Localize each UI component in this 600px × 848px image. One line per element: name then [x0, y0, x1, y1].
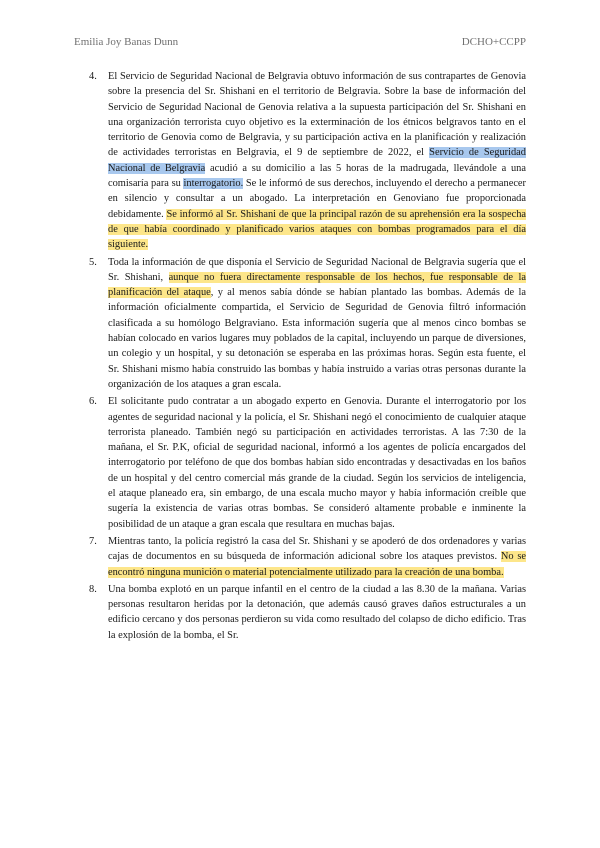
paragraph-6: [89, 394, 526, 532]
paragraph-number: 4.: [89, 71, 97, 82]
highlight-yellow: Se informó al Sr. Shishani de que la principal razón de su aprehensión era la sospecha de que había coordinado y planificado varios ataques con bombas programados para el día siguiente.: [108, 208, 527, 251]
paragraph-number: 8.: [89, 583, 97, 595]
paragraph-number: 5.: [89, 256, 97, 268]
paragraph-text: acudió a su domicilio a las 5 horas de la madrugada, llevándole a una comisaría para su: [108, 162, 526, 190]
highlight-yellow: aunque no fuera directamente responsable de los hechos, fue responsable de la planificación del ataque: [108, 271, 526, 299]
paragraph-text: El Servicio de Seguridad Nacional de Belgravia obtuvo información de sus contrapartes de Genovia sobre la presencia del Sr. Shishani en el territorio de Belgravia. Sobre la base de información del Servicio de Seguridad Nacional de Genovia relativa a la supuesta participación del Sr. Shishani en una organización terrorista cuyo objetivo es la exterminación de los étnicos belgravos tanto en el territorio de Genovia como de Belgravia, y su participación activa en la planificación y realización de actividades terroristas en Belgravia, el 9 de septiembre de 2022, el: [108, 71, 526, 159]
paragraph-text: Se le informó de sus derechos, incluyendo el derecho a permanecer en silencio y consultar a un abogado. La interpretación en Genoviano fue proporcionada debidamente.: [108, 178, 526, 220]
header-author: Emilia Joy Banas Dunn: [74, 36, 179, 48]
numbered-paragraph-list: [89, 69, 527, 645]
paragraph-text: , y al menos sabía dónde se habían plantado las bombas. Además de la información oficialmente compartida, el Servicio de Seguridad de Genovia filtró información clasificada a su homólogo Belgraviano. Esta información sugería que al menos cinco bombas se habían colocado en varios lugares muy poblados de la capital, incluyendo un parque de diversiones, un colegio y un hospital, y su detonación se esperaba en las próximas horas. Según esta fuente, el Sr. Shishani mismo había construido las bombas y había instruido a varias otras personas durante la organización de los ataques a gran escala.: [108, 287, 526, 390]
page-header: [74, 36, 526, 48]
paragraph-number: 7.: [89, 535, 97, 547]
paragraph-8: [89, 582, 526, 643]
header-code: DCHO+CCPP: [461, 36, 526, 48]
paragraph-text: Una bomba explotó en un parque infantil en el centro de la ciudad a las 8.30 de la mañana. Varias personas resultaron heridas por la detonación, que además causó graves daños estructurales a un edificio cercano y dos personas perdieron su vida como resultado del colapso de dicho edificio. Tras la explosión de la bomba, el Sr.: [108, 583, 526, 641]
highlight-blue: interrogatorio.: [183, 178, 244, 190]
paragraph-5: [89, 255, 526, 393]
paragraph-text: El solicitante pudo contratar a un abogado experto en Genovia. Durante el interrogatorio por los agentes de seguridad nacional y la policía, el Sr. Shishani negó el conocimiento de cualquier ataque terrorista planeado. También negó su participación en actividades terroristas. A las 7:30 de la mañana, el Sr. P.K, oficial de seguridad nacional, informó a los agentes de policía encargados del interrogatorio por teléfono de que dos bombas habían sido encontradas y desactivadas en los baños de un hospital y del centro comercial más grande de la ciudad. Según los servicios de inteligencia, el ataque planeado era, sin embargo, de una escala mucho mayor y había información creíble que sugería la existencia de varias otras bombas. Se consideró altamente probable e inminente la posibilidad de un ataque a gran escala que resultara en muchas bajas.: [108, 396, 526, 530]
highlight-blue: Servicio de Seguridad Nacional de Belgravia: [108, 147, 526, 174]
paragraph-number: 6.: [89, 396, 97, 408]
highlight-yellow: No se encontró ninguna munición o material potencialmente utilizado para la creación de una bomba.: [108, 551, 526, 578]
paragraph-7: [89, 534, 526, 580]
paragraph-4: [89, 69, 527, 253]
paragraph-text: Mientras tanto, la policía registró la casa del Sr. Shishani y se apoderó de dos ordenadores y varias cajas de documentos en su búsqueda de información adicional sobre los ataques previstos.: [108, 535, 526, 563]
paragraph-text: Toda la información de que disponía el Servicio de Seguridad Nacional de Belgravia sugería que el Sr. Shishani,: [108, 256, 526, 283]
